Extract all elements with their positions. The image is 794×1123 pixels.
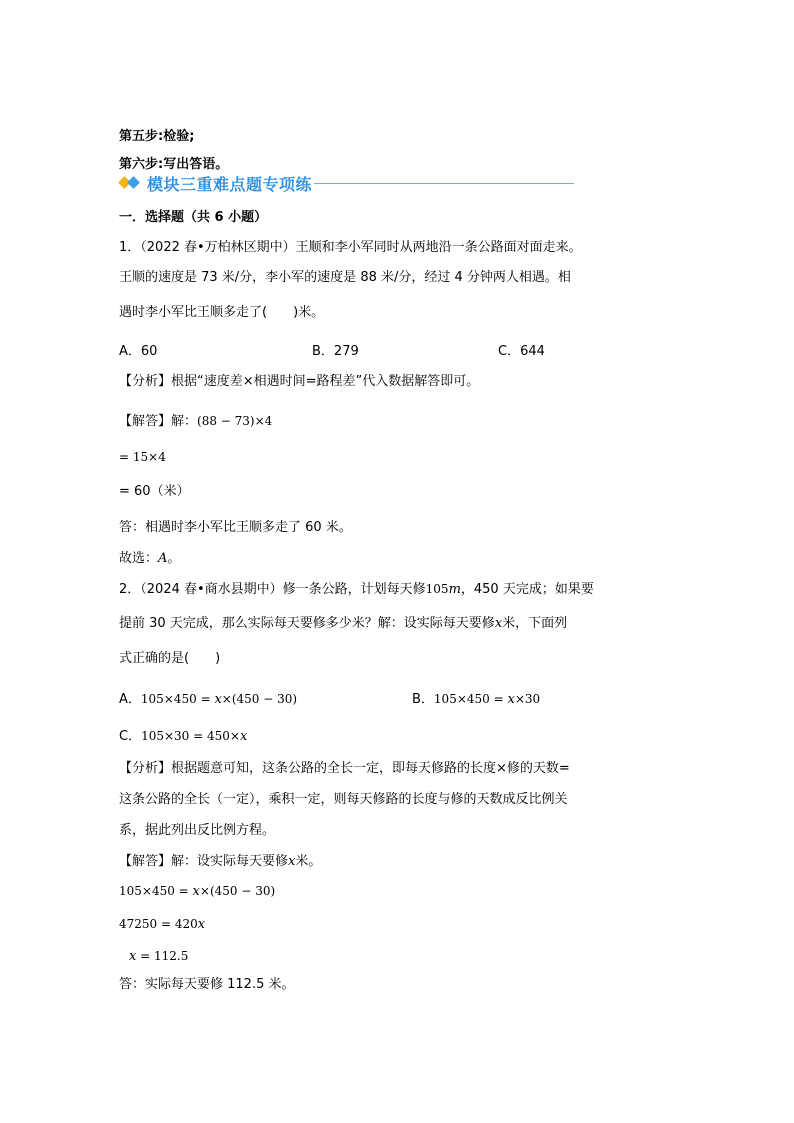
q1-line-1: 1．（2022 春•万柏林区期中）王顺和李小军同时从两地沿一条公路面对面走来。 (119, 240, 582, 255)
q2-option-a-rhs: ×(450 − 30) (221, 692, 298, 706)
q2-solution (119, 853, 321, 871)
q2-analysis-3: 系，据此列出反比例方程。 (119, 823, 276, 838)
q2-line-3: 式正确的是( ) (119, 651, 221, 666)
q2-line-2-pre: 提前 30 天完成，那么实际每天要修多少米？解：设实际每天要修 (119, 616, 495, 631)
module-divider (314, 183, 574, 184)
q2-line-1-num: 105 (425, 582, 449, 596)
q2-option-a-var: x (214, 692, 222, 707)
q2-eq1-rhs: ×(450 − 30) (199, 884, 276, 898)
q2-line-2-post: 米，下面列 (502, 616, 568, 631)
section-heading: 一．选择题（共 6 小题） (119, 210, 268, 225)
q2-line-1 (119, 580, 594, 599)
q1-line-3: 遇时李小军比王顺多走了( )米。 (119, 305, 325, 320)
q2-option-b-rhs: ×30 (514, 692, 541, 706)
q1-step-2: = 15×4 (119, 450, 166, 464)
q2-option-b-lhs: 105×450 = (433, 692, 508, 706)
q2-option-a-label: A． (119, 692, 141, 707)
q1-solution-label: 【解答】解： (119, 414, 198, 429)
q2-eq2-lhs: 47250 = 420 (119, 917, 198, 931)
q2-option-a (119, 690, 297, 709)
q1-choice (119, 550, 180, 568)
q1-solution-expr: (88 − 73)×4 (197, 414, 273, 428)
q2-option-c-label: C． (119, 729, 142, 744)
q1-line-2: 王顺的速度是 73 米/分，李小军的速度是 88 米/分，经过 4 分钟两人相遇。相 (119, 270, 571, 285)
q1-choice-letter: A (158, 551, 168, 566)
q2-option-b (412, 690, 540, 709)
q2-equation-2 (119, 915, 205, 934)
q1-option-b: B．279 (312, 344, 359, 359)
q2-line-1-unit: m (448, 582, 461, 597)
q1-answer: 答：相遇时李小军比王顺多走了 60 米。 (119, 520, 352, 535)
q1-analysis: 【分析】根据“速度差×相遇时间=路程差”代入数据解答即可。 (119, 374, 480, 389)
q1-choice-prefix: 故选： (119, 551, 159, 566)
module-header (119, 172, 574, 194)
q2-eq1-var: x (192, 884, 200, 899)
q2-equation-3 (129, 947, 188, 966)
q2-analysis-1: 【分析】根据题意可知，这条公路的全长一定，即每天修路的长度×修的天数= (119, 761, 570, 776)
q2-eq2-var: x (197, 917, 206, 932)
q2-option-b-label: B． (412, 692, 434, 707)
q2-option-b-var: x (507, 692, 515, 707)
q2-answer: 答：实际每天要修 112.5 米。 (119, 977, 295, 992)
q2-eq3-var: x (129, 949, 137, 964)
step-five-text: 第五步:检验; (119, 129, 195, 144)
step-six-text: 第六步:写出答语。 (119, 157, 229, 172)
q2-eq3-rhs: = 112.5 (136, 949, 189, 963)
q2-solution-post: 米。 (295, 854, 322, 869)
q2-option-c (119, 727, 247, 746)
q2-solution-var: x (288, 854, 296, 869)
q1-choice-suffix: 。 (167, 551, 181, 566)
q1-step-3: = 60（米） (119, 484, 190, 499)
q2-option-a-lhs: 105×450 = (140, 692, 215, 706)
q1-option-c: C．644 (498, 344, 545, 359)
q2-analysis-2: 这条公路的全长（一定），乘积一定，则每天修路的长度与修的天数成反比例关 (119, 792, 568, 807)
diamond-bullet-icon (119, 175, 143, 191)
q2-line-2 (119, 615, 567, 633)
q2-line-2-var: x (494, 616, 503, 631)
q2-option-c-lhs: 105×30 = 450× (141, 729, 240, 743)
q2-solution-pre: 【解答】解：设实际每天要修 (119, 854, 289, 869)
q2-line-1-pre: 2．（2024 春•商水县期中）修一条公路，计划每天修 (119, 582, 426, 597)
module-title: 模块三重难点题专项练 (147, 174, 313, 194)
q2-option-c-var: x (239, 729, 248, 744)
q1-solution (119, 412, 272, 431)
q1-option-a: A．60 (119, 344, 158, 359)
q2-equation-1 (119, 882, 275, 901)
q2-line-1-post: ，450 天完成；如果要 (460, 582, 594, 597)
q2-eq1-lhs: 105×450 = (119, 884, 193, 898)
